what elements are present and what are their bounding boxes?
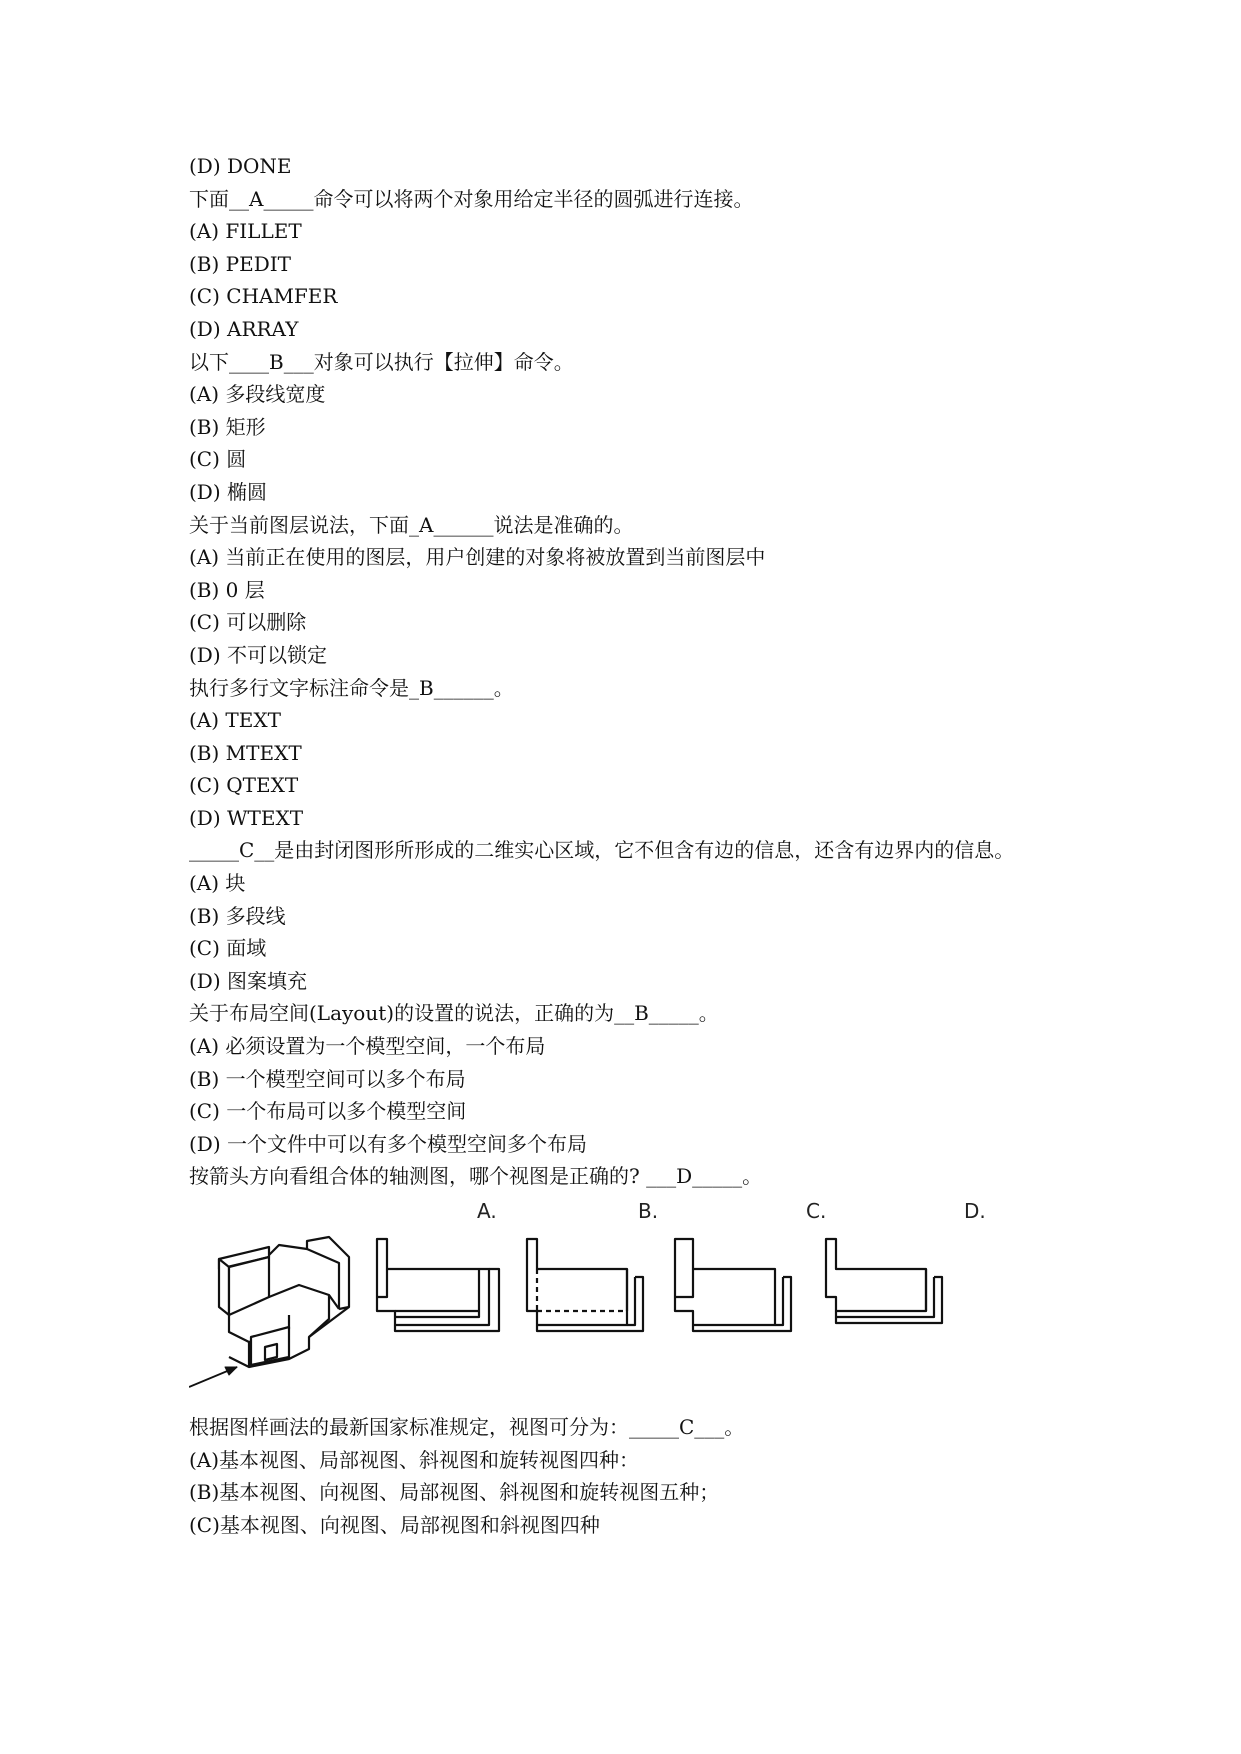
axonometric-figure: [189, 1197, 1069, 1409]
option-line: (D) WTEXT: [189, 805, 304, 830]
option-line: (B) PEDIT: [189, 251, 291, 276]
document-body: [189, 150, 1069, 1541]
option-line: (A)基本视图、局部视图、斜视图和旋转视图四种：: [189, 1447, 640, 1472]
option-line: (A) FILLET: [189, 219, 302, 244]
option-line: (C) CHAMFER: [189, 284, 338, 309]
option-line: (C) 可以删除: [189, 610, 307, 635]
option-line: (B) 一个模型空间可以多个布局: [189, 1066, 466, 1091]
question-layout: 关于布局空间(Layout)的设置的说法，正确的为__B_____。: [189, 1001, 719, 1026]
figure-label-a: A.: [477, 1199, 497, 1223]
option-line: (A) TEXT: [189, 708, 281, 733]
option-line: (D) 不可以锁定: [189, 642, 327, 667]
question-fillet: 下面__A_____命令可以将两个对象用给定半径的圆弧进行连接。: [189, 186, 754, 211]
option-line: (C) 圆: [189, 447, 247, 472]
option-line: (A) 多段线宽度: [189, 382, 326, 407]
view-option-c: [675, 1239, 791, 1331]
question-block-top: [189, 150, 1069, 834]
view-option-d: [826, 1239, 942, 1323]
figure-label-c: C.: [806, 1199, 827, 1223]
question-block-bottom: [189, 1411, 1069, 1541]
option-line: (C) 一个布局可以多个模型空间: [189, 1099, 467, 1124]
option-line: (C) QTEXT: [189, 773, 299, 798]
option-line: (D) 图案填充: [189, 968, 307, 993]
option-line: (D) 椭圆: [189, 479, 267, 504]
option-line: (B) MTEXT: [189, 740, 302, 765]
option-line: (D) ARRAY: [189, 316, 299, 341]
view-option-b: [527, 1239, 643, 1331]
option-line: (D) 一个文件中可以有多个模型空间多个布局: [189, 1131, 587, 1156]
option-line: (A) 当前正在使用的图层，用户创建的对象将被放置到当前图层中: [189, 545, 766, 570]
isometric-solid: [219, 1237, 349, 1367]
option-line: (A) 块: [189, 871, 246, 896]
question-block-mid: [189, 867, 1069, 1193]
question-mtext: 执行多行文字标注命令是_B______。: [189, 675, 514, 700]
figure-drawing: [189, 1197, 1069, 1409]
option-line: (B) 0 层: [189, 577, 265, 602]
figure-label-b: B.: [638, 1199, 659, 1223]
text-line: (D) DONE: [189, 154, 292, 178]
view-option-a: [377, 1239, 499, 1331]
figure-label-d: D.: [964, 1199, 986, 1223]
question-views: 根据图样画法的最新国家标准规定，视图可分为：_____C___。: [189, 1415, 745, 1439]
question-current-layer: 关于当前图层说法，下面_A______说法是准确的。: [189, 512, 634, 537]
option-line: (C) 面域: [189, 936, 267, 961]
question-axonometric: 按箭头方向看组合体的轴测图，哪个视图是正确的? ___D_____。: [189, 1164, 763, 1189]
view-direction-arrow: [189, 1367, 237, 1387]
option-line: (A) 必须设置为一个模型空间，一个布局: [189, 1034, 546, 1059]
option-line: (B) 矩形: [189, 414, 266, 439]
option-line: (C)基本视图、向视图、局部视图和斜视图四种: [189, 1512, 600, 1537]
question-region: _____C__是由封闭图形所形成的二维实心区域，它不但含有边的信息，还含有边界内的信息。: [189, 838, 1015, 863]
question-stretch: 以下____B___对象可以执行【拉伸】命令。: [189, 349, 574, 374]
option-line: (B) 多段线: [189, 903, 286, 928]
option-line: (B)基本视图、向视图、局部视图、斜视图和旋转视图五种；: [189, 1480, 720, 1505]
